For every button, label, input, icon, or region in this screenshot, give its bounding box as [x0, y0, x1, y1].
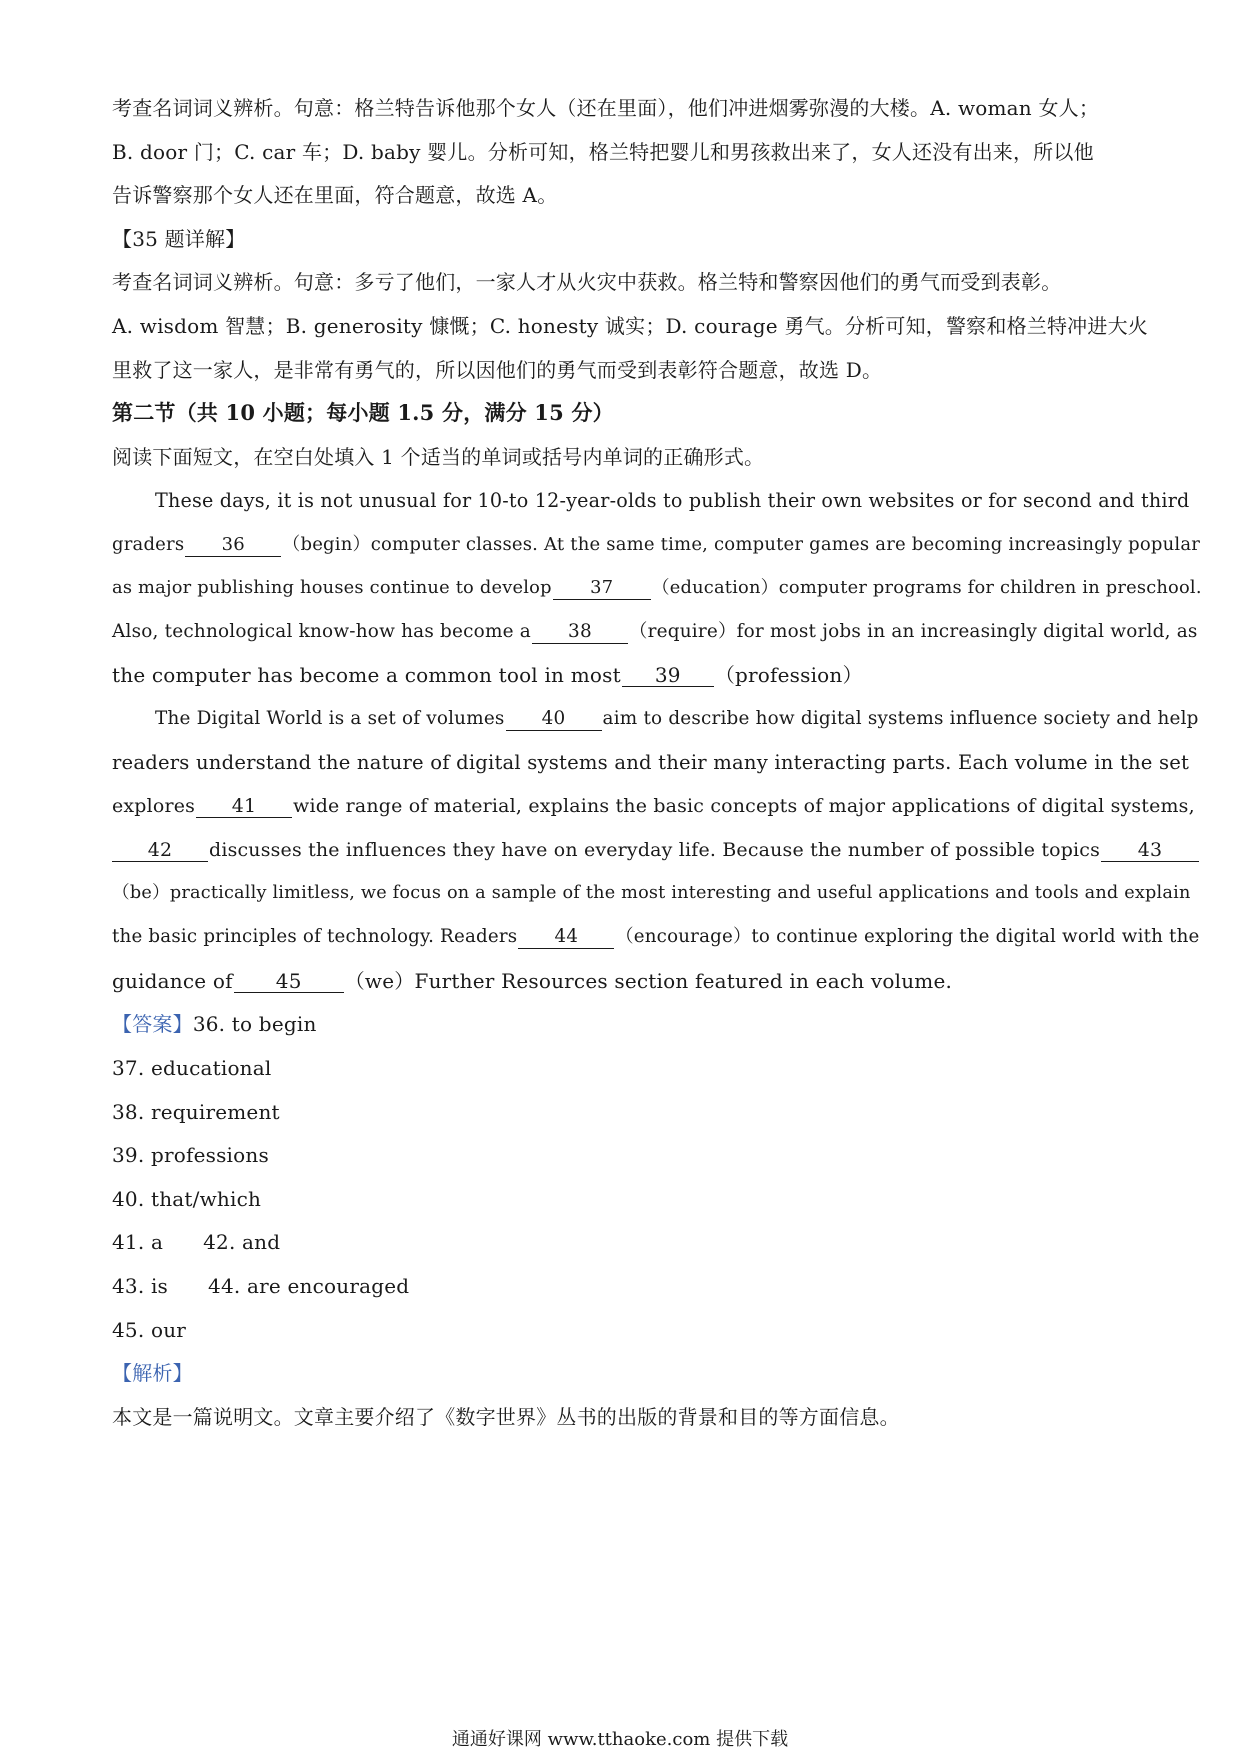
passage-p1-line3: [112, 574, 1202, 602]
passage-p1-line4: [112, 618, 1198, 646]
answer-39: 39. professions: [112, 1143, 269, 1167]
blank-42: 42: [112, 839, 208, 862]
answer-label: 【答案】: [112, 1012, 193, 1036]
blank-44: 44: [518, 926, 614, 949]
analysis-text: 本文是一篇说明文。文章主要介绍了《数字世界》丛书的出版的背景和目的等方面信息。: [112, 1405, 900, 1429]
analysis-label: 【解析】: [112, 1361, 193, 1385]
passage-p2-line1: [155, 705, 1199, 733]
q35-line1: 考查名词词义辨析。句意：多亏了他们，一家人才从火灾中获救。格兰特和警察因他们的勇气而受到表彰。: [112, 270, 1062, 294]
answer-38: 38. requirement: [112, 1100, 280, 1124]
q35-heading: 【35 题详解】: [112, 227, 246, 251]
q35-line3: 里救了这一家人，是非常有勇气的，所以因他们的勇气而受到表彰符合题意，故选 D。: [112, 358, 883, 382]
blank-36: 36: [185, 534, 281, 557]
text-segment: guidance of: [112, 969, 233, 993]
section-instruction: 阅读下面短文，在空白处填入 1 个适当的单词或括号内单词的正确形式。: [112, 445, 765, 469]
text-segment: the computer has become a common tool in most: [112, 663, 621, 687]
blank-38: 38: [532, 621, 628, 644]
text-segment: （we）Further Resources section featured in each volume.: [344, 969, 953, 993]
answer-36: 36. to begin: [192, 1012, 317, 1036]
blank-40: 40: [506, 708, 602, 731]
passage-p2-line2: readers understand the nature of digital systems and their many interacting parts. Each volume in the set: [112, 751, 1190, 774]
text-segment: wide range of material, explains the basic concepts of major applications of digital systems,: [293, 795, 1195, 817]
blank-37: 37: [553, 577, 651, 600]
passage-p2-line7: [112, 967, 952, 995]
passage-p2-line4: [112, 836, 1200, 864]
passage-p1-line2: [112, 531, 1200, 559]
passage-p2-line3: [112, 792, 1195, 820]
passage-p1-line5: [112, 661, 863, 689]
blank-41: 41: [196, 795, 292, 818]
answer-41: 41. a: [112, 1230, 164, 1254]
text-segment: （encourage）to continue exploring the digital world with the: [615, 926, 1200, 947]
text-segment: aim to describe how digital systems influence society and help: [602, 708, 1199, 729]
answer-37: 37. educational: [112, 1056, 272, 1080]
text-segment: （begin）computer classes. At the same time, computer games are becoming increasingly popular: [282, 534, 1201, 555]
blank-39: 39: [622, 664, 714, 687]
text-segment: The Digital World is a set of volumes: [155, 708, 505, 729]
answer-43: 43. is: [112, 1274, 169, 1298]
text-segment: （profession）: [714, 663, 863, 687]
text-segment: the basic principles of technology. Readers: [112, 926, 518, 947]
q35-line2: A. wisdom 智慧；B. generosity 慷慨；C. honesty 诚实；D. courage 勇气。分析可知，警察和格兰特冲进大火: [112, 314, 1148, 338]
passage-p2-line6: [112, 923, 1199, 951]
answer-line-41-42: [112, 1228, 280, 1256]
passage-p1-line1: These days, it is not unusual for 10-to 12-year-olds to publish their own websites or for second and third: [155, 489, 1190, 512]
text-segment: Also, technological know-how has become a: [112, 621, 531, 642]
answer-line-36: [112, 1010, 317, 1038]
answer-44: 44. are encouraged: [208, 1274, 410, 1298]
text-segment: （education）computer programs for children in preschool.: [651, 577, 1202, 598]
footer-source: 通通好课网 www.tthaoke.com 提供下载: [451, 1729, 789, 1750]
text-segment: as major publishing houses continue to develop: [112, 577, 552, 598]
section-title: 第二节（共 10 小题；每小题 1.5 分，满分 15 分）: [112, 400, 614, 425]
analysis-q34-line1: 考查名词词义辨析。句意：格兰特告诉他那个女人（还在里面），他们冲进烟雾弥漫的大楼。A. woman 女人；: [112, 96, 1100, 120]
blank-45: 45: [234, 970, 344, 993]
text-segment: explores: [112, 795, 196, 817]
passage-p2-line5: （be）practically limitless, we focus on a sample of the most interesting and useful applications and tools and explain: [112, 883, 1191, 903]
answer-40: 40. that/which: [112, 1187, 262, 1211]
text-segment: graders: [112, 534, 185, 555]
blank-43: 43: [1101, 839, 1199, 862]
answer-line-43-44: [112, 1272, 409, 1300]
text-segment: discusses the influences they have on everyday life. Because the number of possible topics: [209, 839, 1101, 861]
answer-42: 42. and: [203, 1230, 281, 1254]
text-segment: （require）for most jobs in an increasingly digital world, as: [628, 621, 1198, 642]
analysis-q34-line3: 告诉警察那个女人还在里面，符合题意，故选 A。: [112, 183, 558, 207]
answer-45: 45. our: [112, 1318, 187, 1342]
analysis-q34-line2: B. door 门；C. car 车；D. baby 婴儿。分析可知，格兰特把婴儿和男孩救出来了，女人还没有出来，所以他: [112, 140, 1094, 164]
